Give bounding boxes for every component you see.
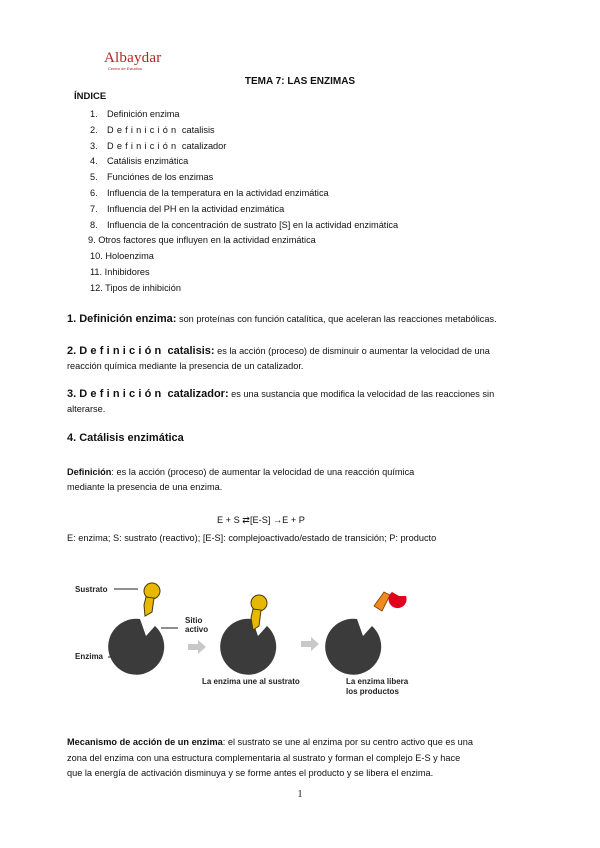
toc-item: 10. Holoenzima <box>90 251 154 262</box>
section-2-heading: 2. Definición catalisis: <box>67 345 215 357</box>
section-4-definition: Definición: es la acción (proceso) de aumentar la velocidad de una reacción química mediante la presencia de una enzima. <box>67 467 415 492</box>
enzyme-mechanism-diagram <box>60 570 460 705</box>
section-3 <box>67 387 527 416</box>
reaction-equation: E + S ⇄[E-S] →E + P <box>217 515 305 525</box>
section-3-body: es una sustancia que modifica la velocidad de las reacciones sin alterarse. <box>67 389 495 414</box>
enzyme-1 <box>108 619 164 675</box>
caption-libera-2: los productos <box>346 687 399 696</box>
logo <box>104 50 161 71</box>
product-a <box>374 592 390 611</box>
toc-item: 7. Influencia del PH en la actividad enzimática <box>90 203 285 214</box>
section-1-body: son proteínas con función catalítica, que aceleran las reacciones metabólicas. <box>176 314 497 324</box>
enzyme-3 <box>325 619 381 675</box>
label-sustrato: Sustrato <box>75 585 108 594</box>
toc-item: 9. Otros factores que influyen en la actividad enzimática <box>88 235 316 246</box>
logo-name: Albaydar <box>104 50 162 66</box>
table-of-contents <box>90 107 398 297</box>
caption-libera-1: La enzima libera <box>346 677 409 686</box>
definition-label: Definición <box>67 467 112 477</box>
page-title: TEMA 7: LAS ENZIMAS <box>244 76 356 87</box>
mechanism-paragraph: Mecanismo de acción de un enzima: el sustrato se une al enzima por su centro activo que es una zona del enzima con una estructura complementaria al sustrato y forman el complejo E-S y hace que la energía de activación disminuya y se forme antes el producto y se libera el enzima. <box>67 737 473 778</box>
substrate-bound <box>251 595 267 630</box>
caption-une: La enzima une al sustrato <box>202 677 300 686</box>
label-enzima: Enzima <box>75 652 104 661</box>
substrate-free <box>144 583 160 616</box>
section-1 <box>67 312 537 327</box>
toc-item: 11. Inhibidores <box>90 266 150 277</box>
index-heading: ÍNDICE <box>74 91 107 102</box>
logo-tagline: Centro de Estudios <box>108 66 143 71</box>
arrow-2 <box>301 637 319 651</box>
section-3-heading: 3. Definición catalizador: <box>67 388 229 400</box>
toc-item: 5. Funciónes de los enzimas <box>90 172 214 183</box>
product-b <box>389 592 407 608</box>
page-number: 1 <box>297 789 303 800</box>
label-activo: activo <box>185 625 209 634</box>
section-2 <box>67 344 527 373</box>
section-2-body: es la acción (proceso) de disminuir o aumentar la velocidad de una reacción química mediante la presencia de un catalizador. <box>67 346 490 371</box>
enzyme-2 <box>220 619 276 675</box>
toc-item: 12. Tipos de inhibición <box>90 282 181 293</box>
section-1-heading: 1. Definición enzima: <box>67 313 177 325</box>
toc-item: 4. Catálisis enzimática <box>90 156 189 167</box>
toc-item: 1. Definición enzima <box>90 109 180 119</box>
label-sitio: Sitio <box>185 616 203 625</box>
mechanism-label: Mecanismo de acción de un enzima <box>67 737 223 747</box>
toc-item: 2. Definición catalisis <box>90 124 215 135</box>
toc-item: 6. Influencia de la temperatura en la actividad enzimática <box>90 187 329 198</box>
section-4-heading: 4. Catálisis enzimática <box>67 432 184 444</box>
equation-legend: E: enzima; S: sustrato (reactivo); [E-S]: complejoactivado/estado de transición; P: producto <box>67 533 437 543</box>
arrow-1 <box>188 640 206 654</box>
toc-item: 3. Definición catalizador <box>90 140 227 151</box>
toc-item: 8. Influencia de la concentración de sustrato [S] en la actividad enzimática <box>90 219 399 230</box>
